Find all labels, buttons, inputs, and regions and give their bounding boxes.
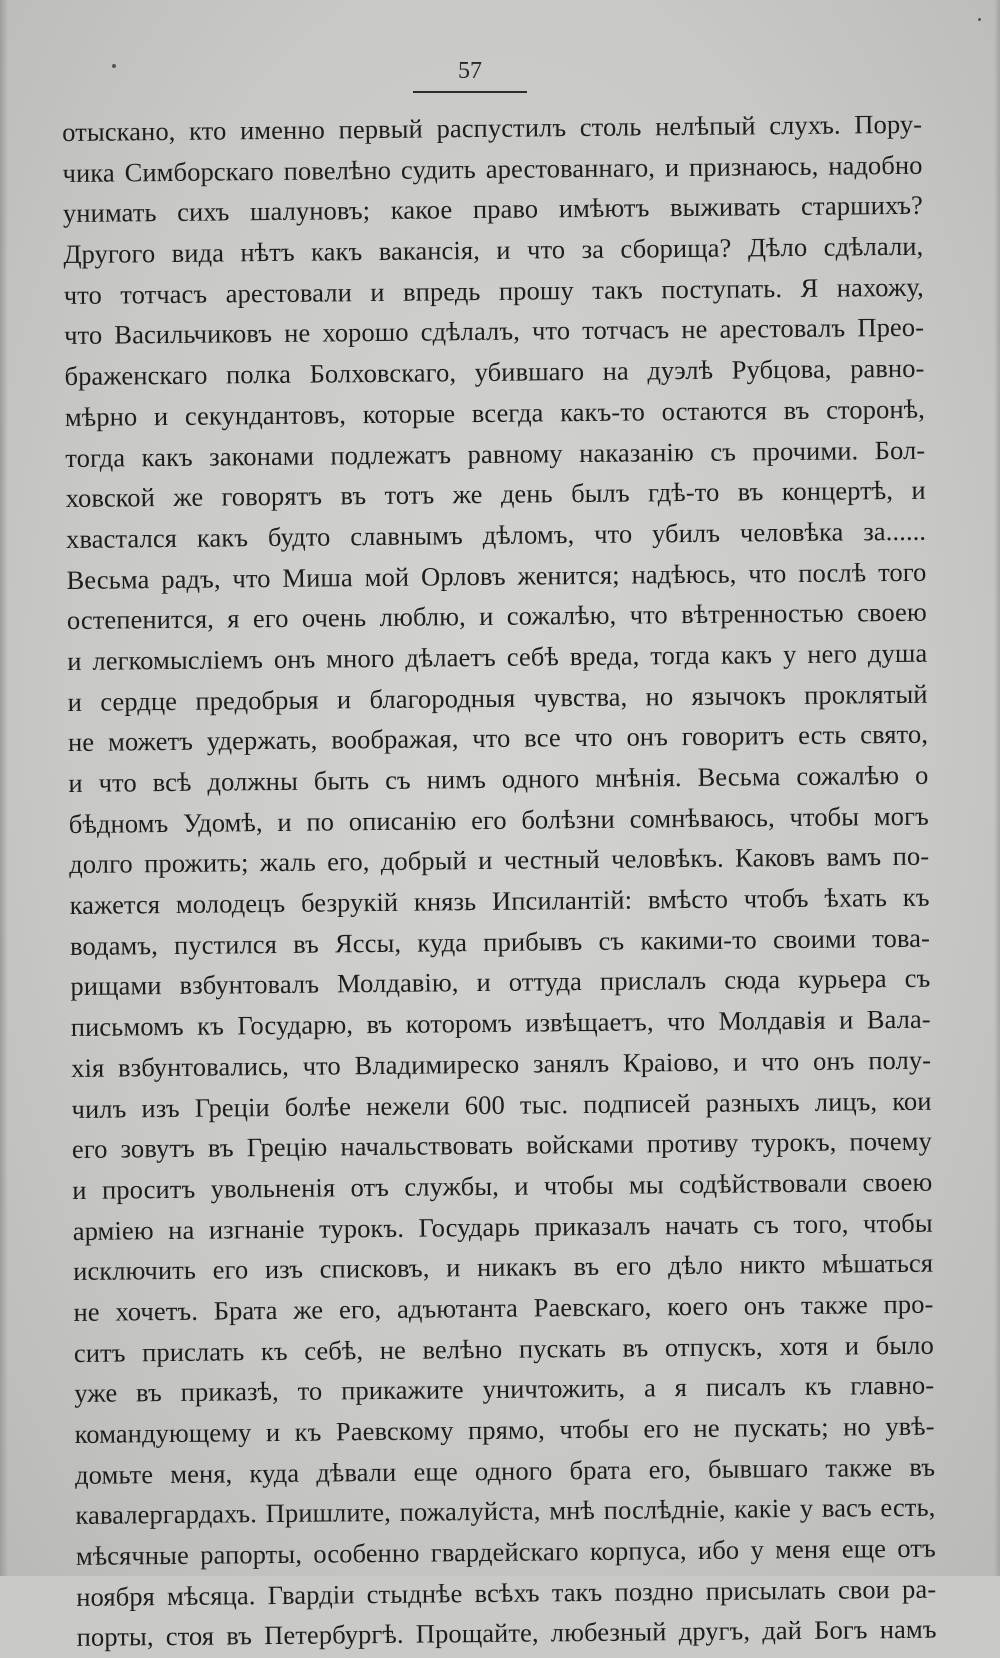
text-line: остепенится, я его очень люблю, и сожалѣю, что вѣтренностью своею <box>66 596 927 636</box>
text-line: мѣсячные рапорты, особенно гвардейскаго корпуса, ибо у меня еще отъ <box>75 1532 936 1571</box>
text-line: ховской же говорятъ въ тотъ же день былъ гдѣ-то въ концертѣ, и <box>65 474 926 514</box>
text-line: хія взбунтовались, что Владимиреско занялъ Краіово, и что онъ полу- <box>71 1044 932 1083</box>
text-line: хвастался какъ будто славнымъ дѣломъ, что убилъ человѣка за...... <box>65 515 927 554</box>
text-line: не можетъ удержать, воображая, что все что онъ говоритъ есть свято, <box>67 719 929 758</box>
text-line: письмомъ къ Государю, въ которомъ извѣщаетъ, что Молдавія и Вала- <box>70 1003 931 1043</box>
text-line: ноября мѣсяца. Гвардіи стыднѣе всѣхъ такъ поздно присылать свои ра- <box>76 1573 937 1612</box>
text-line: арміею на изгнаніе турокъ. Государь приказалъ начать съ того, чтобы <box>72 1207 933 1246</box>
text-line: отыскано, кто именно первый распустилъ столь нелѣпый слухъ. Пору- <box>62 108 923 147</box>
text-line: рищами взбунтовалъ Молдавію, и оттуда прислалъ сюда курьера съ <box>70 963 931 1002</box>
text-line: что Васильчиковъ не хорошо сдѣлалъ, что тотчасъ не арестовалъ Прео- <box>64 312 925 351</box>
text-line: и проситъ увольненія отъ службы, и чтобы мы содѣйствовали своею <box>72 1166 933 1205</box>
text-line: и сердце предобрыя и благородныя чувства, но язычокъ проклятый <box>67 678 928 717</box>
text-line: Другого вида нѣтъ какъ вакансія, и что за сборища? Дѣло сдѣлали, <box>63 230 924 270</box>
text-line: порты, стоя въ Петербургѣ. Прощайте, любезный другъ, дай Богъ намъ <box>76 1614 937 1653</box>
text-line: долго прожить; жаль его, добрый и честный человѣкъ. Каковъ вамъ по- <box>69 841 930 880</box>
text-line: тогда какъ законами подлежатъ равному наказанію съ прочими. Бол- <box>65 434 926 473</box>
text-line: Весьма радъ, что Миша мой Орловъ женится; надѣюсь, что послѣ того <box>66 556 927 595</box>
paper-speck <box>978 18 981 21</box>
text-line: и что всѣ должны быть съ нимъ одного мнѣнія. Весьма сожалѣю о <box>68 759 929 798</box>
page-number-rule <box>413 91 527 93</box>
text-line: уже въ приказѣ, то прикажите уничтожить, а я писалъ къ главно- <box>74 1369 935 1409</box>
text-line: командующему и къ Раевскому прямо, чтобы его не пускать; но увѣ- <box>74 1410 935 1449</box>
text-line: кажется молодецъ безрукій князь Ипсилантій: вмѣсто чтобъ ѣхать къ <box>69 881 930 921</box>
page-right-edge-shadow <box>994 0 1000 1576</box>
text-line: мѣрно и секундантовъ, которые всегда какъ-то остаются въ сторонѣ, <box>64 393 926 432</box>
text-line: водамъ, пустился въ Яссы, куда прибывъ съ какими-то своими това- <box>69 922 931 961</box>
text-line: что тотчасъ арестовали и впредь прошу такъ поступать. Я нахожу, <box>63 271 924 310</box>
text-line: домьте меня, куда дѣвали еще одного брата его, бывшаго также въ <box>74 1451 936 1490</box>
text-line: и легкомысліемъ онъ много дѣлаетъ себѣ вреда, тогда какъ у него душа <box>67 637 928 676</box>
text-line: чилъ изъ Греціи болѣе нежели 600 тыс. подписей разныхъ лицъ, кои <box>71 1085 932 1124</box>
text-line: исключить его изъ списковъ, и никакъ въ его дѣло никто мѣшаться <box>72 1247 934 1287</box>
text-line: не хочетъ. Брата же его, адъютанта Раевскаго, коего онъ также про- <box>73 1288 934 1327</box>
text-line: его зовутъ въ Грецію начальствовать войсками противу турокъ, почему <box>71 1125 933 1165</box>
body-text <box>62 104 937 1658</box>
page-number: 57 <box>458 58 482 84</box>
text-line: кавалергардахъ. Пришлите, пожалуйста, мнѣ послѣдніе, какіе у васъ есть, <box>75 1492 936 1531</box>
page-left-edge-shadow <box>0 0 8 1576</box>
text-line: браженскаго полка Болховскаго, убившаго на дуэлѣ Рубцова, равно- <box>64 352 925 392</box>
text-line: унимать сихъ шалуновъ; какое право имѣютъ выживать старшихъ? <box>62 190 924 229</box>
text-line: чика Симборскаго повелѣно судить арестованнаго, и признаюсь, надобно <box>62 149 923 188</box>
text-line: бѣдномъ Удомѣ, и по описанію его болѣзни сомнѣваюсь, чтобы могъ <box>68 800 929 839</box>
text-line: ситъ прислать къ себѣ, не велѣно пускать въ отпускъ, хотя и было <box>73 1329 935 1368</box>
